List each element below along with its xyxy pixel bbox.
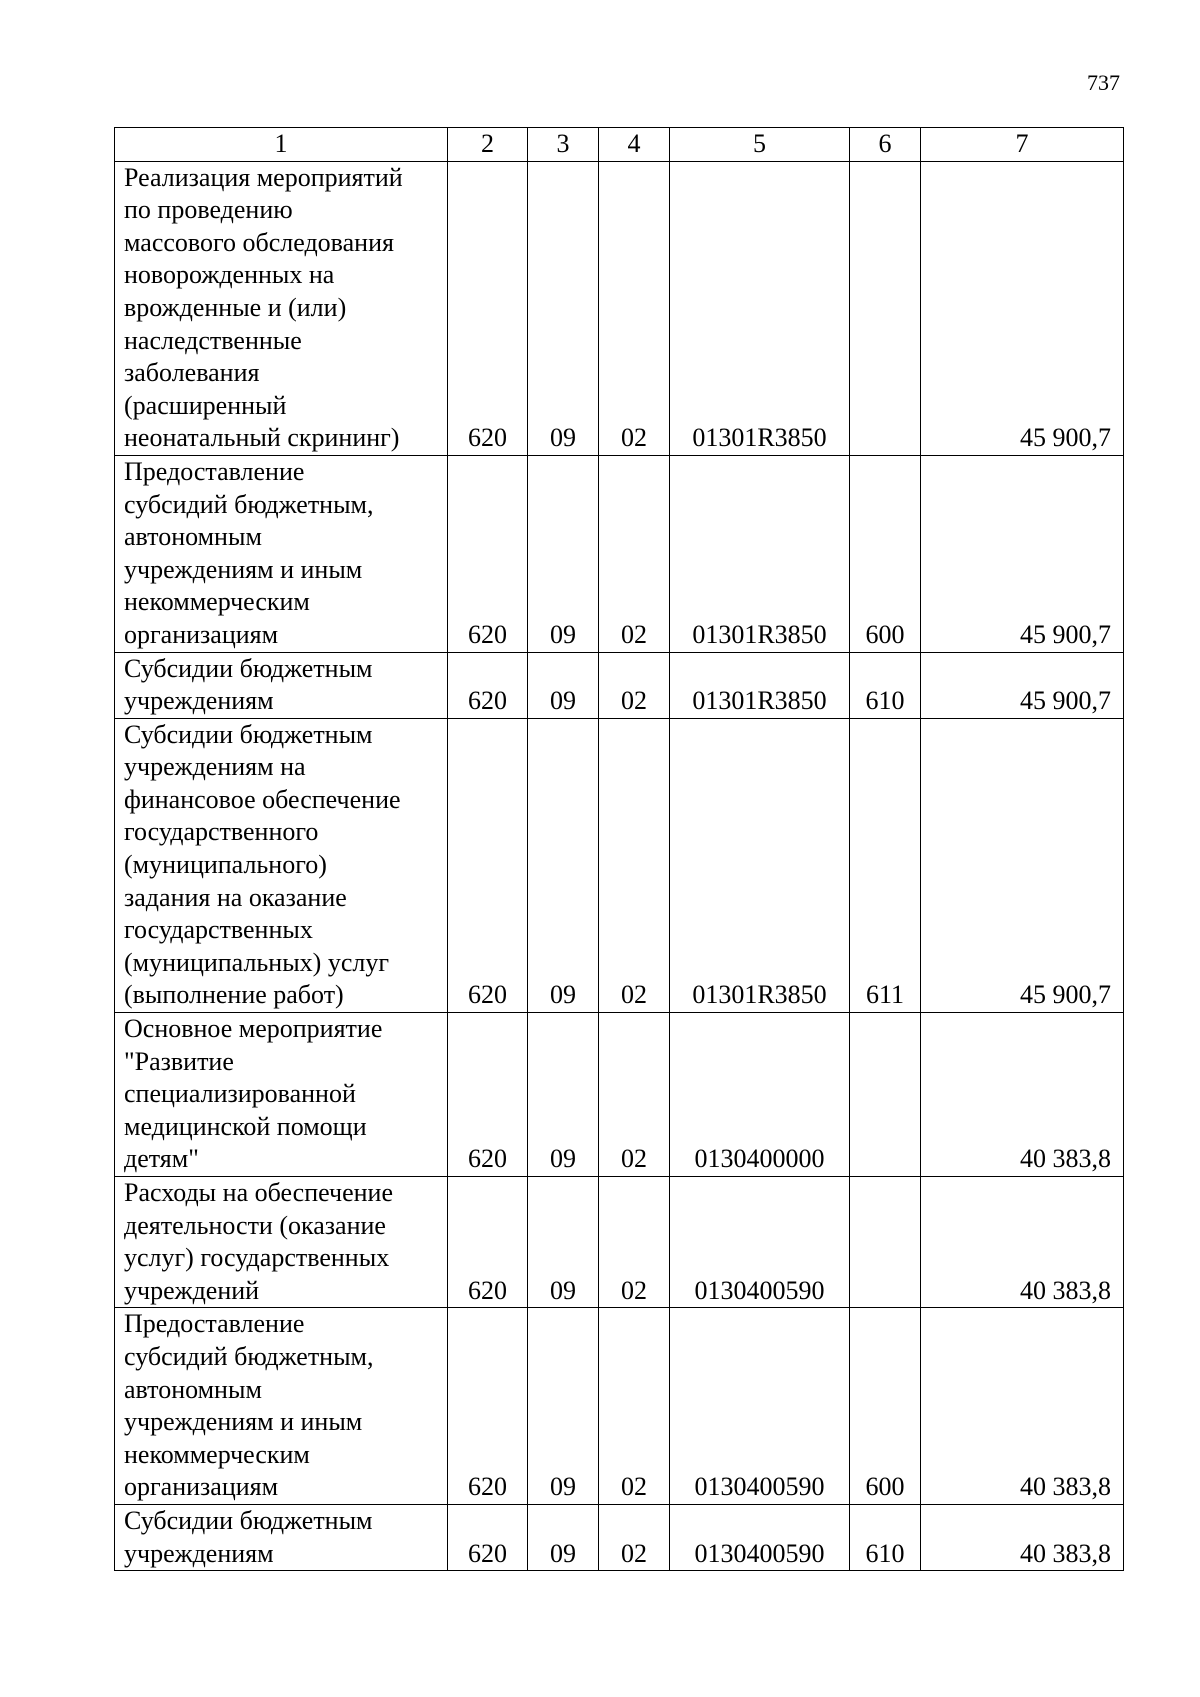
budget-table — [114, 127, 1124, 1571]
cell-item-name — [115, 1308, 448, 1505]
cell-item-name — [115, 652, 448, 718]
table-row — [115, 161, 1124, 455]
cell-target-article-code: 0130400590 — [670, 1308, 850, 1505]
cell-target-article-code: 0130400590 — [670, 1504, 850, 1570]
cell-subsection-code: 02 — [599, 161, 670, 455]
item-name-line: (расширенный — [124, 390, 287, 420]
item-name-line: учреждений — [124, 1275, 260, 1305]
item-name-line: учреждениям на — [124, 752, 306, 782]
cell-amount: 40 383,8 — [921, 1308, 1124, 1505]
item-name-line: наследственные — [124, 325, 302, 355]
item-name-line: Субсидии бюджетным — [124, 1505, 373, 1535]
item-name-line: организациям — [124, 619, 279, 649]
page-number: 737 — [1087, 70, 1120, 95]
cell-ministry-code: 620 — [448, 1177, 528, 1308]
header-cell-1: 1 — [115, 128, 448, 162]
item-name-line: медицинской помощи — [124, 1111, 367, 1141]
cell-expense-type-code — [850, 1177, 921, 1308]
header-cell-3: 3 — [528, 128, 599, 162]
cell-item-name — [115, 455, 448, 652]
item-name-line: некоммерческим — [124, 1439, 310, 1469]
item-name-line: новорожденных на — [124, 260, 335, 290]
cell-subsection-code: 02 — [599, 652, 670, 718]
item-name-line: заболевания — [124, 358, 260, 388]
cell-expense-type-code: 610 — [850, 1504, 921, 1570]
table-row — [115, 652, 1124, 718]
cell-section-code: 09 — [528, 455, 599, 652]
item-name-line: Реализация мероприятий — [124, 162, 403, 192]
table-row — [115, 1504, 1124, 1570]
item-name-line: (муниципального) — [124, 850, 327, 880]
item-name-line: услуг) государственных — [124, 1243, 390, 1273]
cell-amount: 40 383,8 — [921, 1013, 1124, 1177]
cell-target-article-code: 0130400590 — [670, 1177, 850, 1308]
cell-amount: 40 383,8 — [921, 1504, 1124, 1570]
table-row — [115, 1177, 1124, 1308]
cell-section-code: 09 — [528, 1308, 599, 1505]
item-name-line: субсидий бюджетным, — [124, 1341, 374, 1371]
item-name-line: государственных — [124, 915, 313, 945]
cell-subsection-code: 02 — [599, 1013, 670, 1177]
cell-item-name — [115, 718, 448, 1012]
table-body — [115, 128, 1124, 1571]
item-name-line: учреждениям — [124, 686, 274, 716]
item-name-line: государственного — [124, 817, 319, 847]
cell-section-code: 09 — [528, 161, 599, 455]
cell-section-code: 09 — [528, 652, 599, 718]
cell-amount: 45 900,7 — [921, 161, 1124, 455]
cell-expense-type-code: 611 — [850, 718, 921, 1012]
item-name-line: неонатальный скрининг) — [124, 423, 400, 453]
header-row — [115, 128, 1124, 162]
cell-expense-type-code: 600 — [850, 455, 921, 652]
cell-ministry-code: 620 — [448, 455, 528, 652]
item-name-line: автономным — [124, 1374, 262, 1404]
item-name-line: (выполнение работ) — [124, 980, 344, 1010]
item-name-line: субсидий бюджетным, — [124, 489, 374, 519]
item-name-line: "Развитие — [124, 1046, 234, 1076]
cell-amount: 40 383,8 — [921, 1177, 1124, 1308]
cell-item-name — [115, 1504, 448, 1570]
item-name-line: финансовое обеспечение — [124, 784, 401, 814]
item-name-line: деятельности (оказание — [124, 1210, 386, 1240]
table-row — [115, 455, 1124, 652]
cell-ministry-code: 620 — [448, 161, 528, 455]
table-row — [115, 1308, 1124, 1505]
header-cell-2: 2 — [448, 128, 528, 162]
item-name-line: Предоставление — [124, 456, 305, 486]
item-name-line: Расходы на обеспечение — [124, 1178, 394, 1207]
item-name-line: Субсидии бюджетным — [124, 719, 373, 749]
item-name-line: некоммерческим — [124, 587, 310, 617]
cell-expense-type-code — [850, 1013, 921, 1177]
item-name-line: задания на оказание — [124, 882, 347, 912]
item-name-line: учреждениям — [124, 1538, 274, 1568]
cell-ministry-code: 620 — [448, 652, 528, 718]
cell-section-code: 09 — [528, 718, 599, 1012]
item-name-line: детям" — [124, 1144, 199, 1174]
item-name-line: учреждениям и иным — [124, 1407, 363, 1437]
cell-subsection-code: 02 — [599, 1177, 670, 1308]
cell-ministry-code: 620 — [448, 1504, 528, 1570]
item-name-line: специализированной — [124, 1079, 356, 1109]
cell-amount: 45 900,7 — [921, 652, 1124, 718]
item-name-line: Субсидии бюджетным — [124, 653, 373, 683]
cell-target-article-code: 01301R3850 — [670, 455, 850, 652]
item-name-line: (муниципальных) услуг — [124, 947, 390, 977]
item-name-line: Основное мероприятие — [124, 1014, 383, 1044]
cell-section-code: 09 — [528, 1177, 599, 1308]
item-name-line: врожденные и (или) — [124, 292, 347, 322]
item-name-line: по проведению — [124, 195, 293, 225]
cell-amount: 45 900,7 — [921, 718, 1124, 1012]
header-cell-4: 4 — [599, 128, 670, 162]
table-row — [115, 1013, 1124, 1177]
cell-expense-type-code: 610 — [850, 652, 921, 718]
item-name-line: массового обследования — [124, 227, 394, 257]
cell-ministry-code: 620 — [448, 1013, 528, 1177]
cell-target-article-code: 01301R3850 — [670, 652, 850, 718]
cell-item-name — [115, 161, 448, 455]
item-name-line: автономным — [124, 522, 262, 552]
header-cell-5: 5 — [670, 128, 850, 162]
cell-expense-type-code — [850, 161, 921, 455]
item-name-line: организациям — [124, 1472, 279, 1502]
cell-subsection-code: 02 — [599, 1504, 670, 1570]
table-row — [115, 718, 1124, 1012]
cell-section-code: 09 — [528, 1504, 599, 1570]
cell-target-article-code: 0130400000 — [670, 1013, 850, 1177]
cell-subsection-code: 02 — [599, 1308, 670, 1505]
item-name-line: Предоставление — [124, 1309, 305, 1339]
cell-item-name — [115, 1177, 448, 1308]
cell-ministry-code: 620 — [448, 718, 528, 1012]
header-cell-6: 6 — [850, 128, 921, 162]
cell-subsection-code: 02 — [599, 718, 670, 1012]
header-cell-7: 7 — [921, 128, 1124, 162]
cell-target-article-code: 01301R3850 — [670, 718, 850, 1012]
cell-ministry-code: 620 — [448, 1308, 528, 1505]
cell-section-code: 09 — [528, 1013, 599, 1177]
cell-target-article-code: 01301R3850 — [670, 161, 850, 455]
item-name-line: учреждениям и иным — [124, 554, 363, 584]
cell-subsection-code: 02 — [599, 455, 670, 652]
cell-item-name — [115, 1013, 448, 1177]
cell-amount: 45 900,7 — [921, 455, 1124, 652]
cell-expense-type-code: 600 — [850, 1308, 921, 1505]
